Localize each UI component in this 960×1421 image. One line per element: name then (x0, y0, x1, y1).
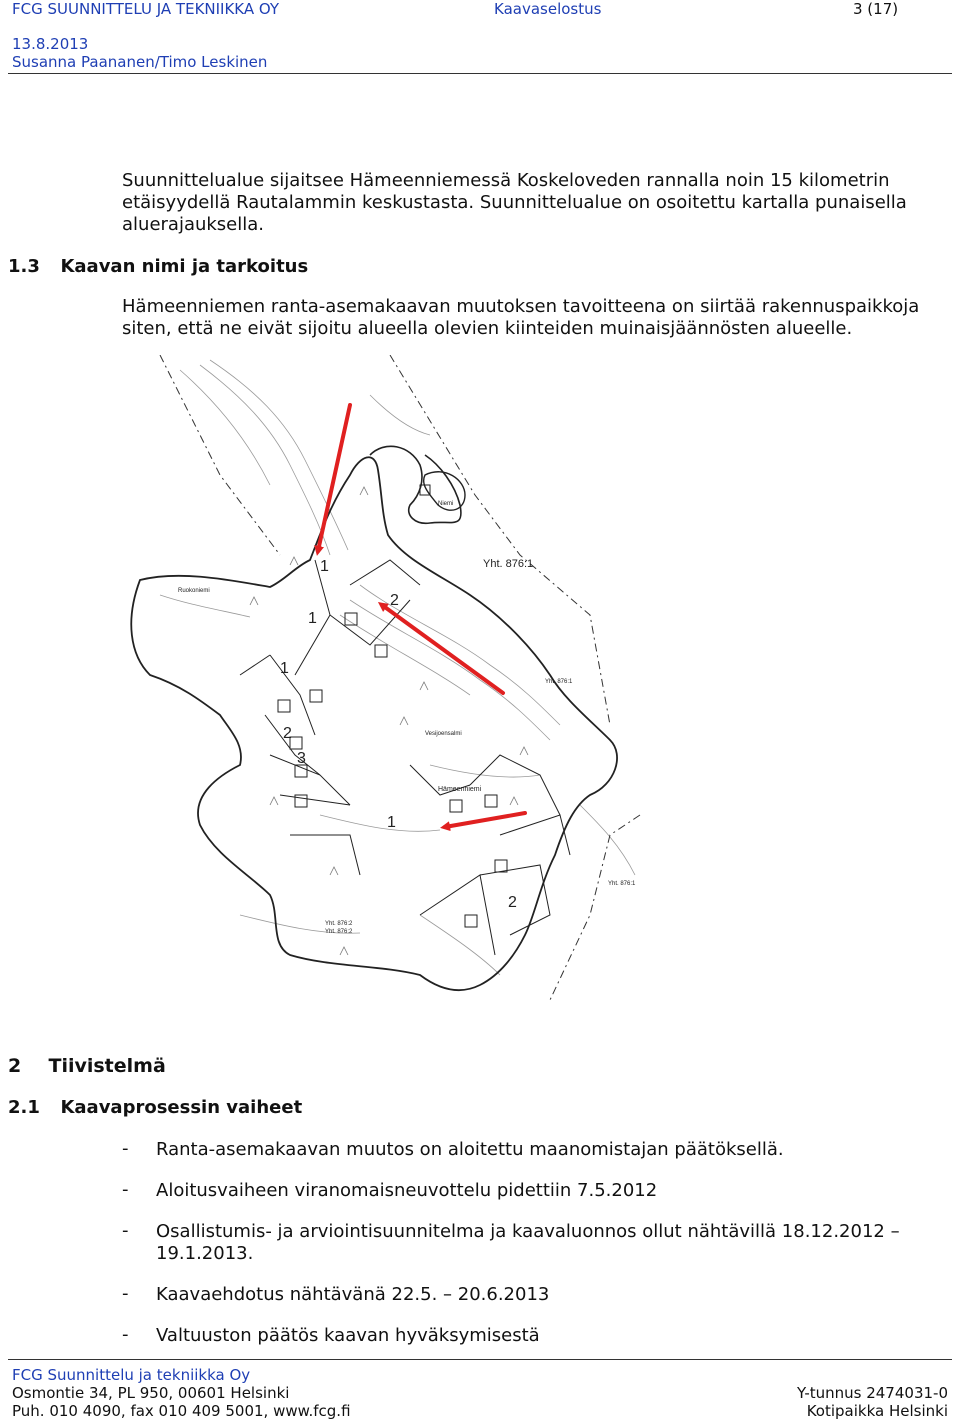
header-company: FCG SUUNNITTELU JA TEKNIIKKA OY (12, 0, 280, 18)
intro-line-3: aluerajauksella. (122, 214, 265, 235)
map-label-niemi: Niemi (438, 501, 454, 507)
section-1-3-heading (8, 256, 308, 277)
map-label-yht-bottom-2: Yht. 876:2 (325, 929, 353, 935)
list-item-continuation: 19.1.2013. (156, 1243, 254, 1264)
footer-company: FCG Suunnittelu ja tekniikka Oy (12, 1366, 251, 1384)
section-1-3-title: Kaavan nimi ja tarkoitus (60, 256, 309, 277)
list-bullet: - (122, 1220, 129, 1241)
footer-address: Osmontie 34, PL 950, 00601 Helsinki (12, 1384, 290, 1402)
section-2-1-title: Kaavaprosessin vaiheet (60, 1097, 303, 1118)
section-2-heading (8, 1055, 166, 1077)
section-2-1-heading (8, 1097, 302, 1118)
footer-contact: Puh. 010 4090, fax 010 409 5001, www.fcg.fi (12, 1402, 351, 1420)
intro-line-2: etäisyydellä Rautalammin keskustasta. Suunnittelualue on osoitettu kartalla punaisella (122, 192, 907, 213)
map-label-ruokoniemi: Ruokoniemi (178, 588, 210, 594)
map-label-yht-top: Yht. 876:1 (483, 558, 534, 570)
header-page-number: 3 (17) (853, 0, 899, 18)
map-label-hameenniemi: Hämeenniemi (438, 786, 482, 793)
map-plot-label: 2 (390, 592, 399, 609)
map-plot-label: 1 (308, 610, 317, 627)
section-1-3-paragraph (122, 296, 942, 340)
list-item: Valtuuston päätös kaavan hyväksymisestä (156, 1325, 540, 1346)
header-doc-type: Kaavaselostus (494, 0, 602, 18)
list-item: Kaavaehdotus nähtävänä 22.5. – 20.6.2013 (156, 1284, 550, 1305)
list-bullet: - (122, 1324, 129, 1345)
list-item: Aloitusvaiheen viranomaisneuvottelu pidettiin 7.5.2012 (156, 1180, 658, 1201)
zoning-map (120, 355, 645, 1000)
map-plot-label: 1 (387, 814, 396, 831)
section-2-number: 2 (8, 1055, 22, 1077)
footer-domicile: Kotipaikka Helsinki (806, 1402, 948, 1420)
section-1-3-number: 1.3 (8, 256, 40, 277)
map-plot-label: 1 (320, 558, 329, 575)
map-plot-label: 2 (283, 725, 292, 742)
map-label-vesijoensalmi: Vesijoensalmi (425, 731, 462, 737)
map-label-yht-right: Yht. 876:1 (608, 881, 636, 887)
section-2-1-number: 2.1 (8, 1097, 40, 1118)
list-bullet: - (122, 1138, 129, 1159)
footer-divider (8, 1359, 952, 1360)
section-2-title: Tiivistelmä (48, 1055, 166, 1077)
section-1-3-line-1: Hämeenniemen ranta-asemakaavan muutoksen tavoitteena on siirtää rakennuspaikkoja (122, 296, 920, 317)
map-label-yht-bottom-1: Yht. 876:2 (325, 921, 353, 927)
intro-paragraph (122, 170, 942, 236)
intro-line-1: Suunnittelualue sijaitsee Hämeenniemessä Koskeloveden rannalla noin 15 kilometrin (122, 170, 890, 191)
header-date: 13.8.2013 (12, 35, 89, 53)
header-authors: Susanna Paananen/Timo Leskinen (12, 53, 268, 71)
footer-business-id: Y-tunnus 2474031-0 (796, 1384, 948, 1402)
list-bullet: - (122, 1283, 129, 1304)
list-item: Ranta-asemakaavan muutos on aloitettu maanomistajan päätöksellä. (156, 1139, 784, 1160)
map-label-yht-mid: Yht. 876:1 (545, 679, 573, 685)
list-item: Osallistumis- ja arviointisuunnitelma ja kaavaluonnos ollut nähtävillä 18.12.2012 – (156, 1221, 900, 1242)
map-plot-label: 3 (297, 750, 306, 767)
list-bullet: - (122, 1179, 129, 1200)
map-plot-label: 2 (508, 894, 517, 911)
section-1-3-line-2: siten, että ne eivät sijoitu alueella olevien kiinteiden muinaisjäännösten alueelle. (122, 318, 853, 339)
map-plot-label: 1 (280, 660, 289, 677)
header-divider (8, 73, 952, 74)
